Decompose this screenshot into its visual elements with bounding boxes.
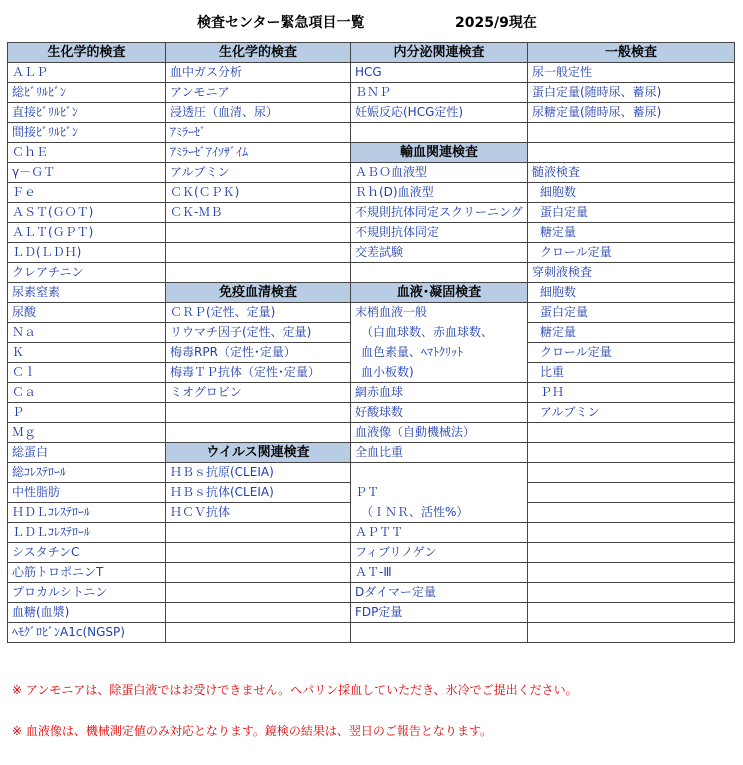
table-row	[8, 283, 735, 303]
endocrine-item: （白血球数、赤血球数、	[351, 323, 528, 343]
table-row	[8, 403, 735, 423]
section-header: ウイルス関連検査	[166, 443, 351, 463]
empty-cell	[166, 623, 351, 643]
as-of-date: 2025/9現在	[455, 15, 537, 31]
table-row	[8, 483, 735, 503]
endocrine-item: ＡＰＴＴ	[351, 523, 528, 543]
biochem-1-item: 総蛋白	[8, 443, 166, 463]
empty-cell	[528, 423, 735, 443]
general-item: 糖定量	[528, 223, 735, 243]
table-row	[8, 583, 735, 603]
biochem-2-item: ＨＣＶ抗体	[166, 503, 351, 523]
section-header: 一般検査	[528, 43, 735, 63]
general-item: 蛋白定量	[528, 203, 735, 223]
general-item: 尿一般定性	[528, 63, 735, 83]
general-item: 尿糖定量(随時尿、蓄尿)	[528, 103, 735, 123]
biochem-2-item: ＨＢｓ抗原(CLEIA)	[166, 463, 351, 483]
general-item: 比重	[528, 363, 735, 383]
table-row	[8, 343, 735, 363]
empty-cell	[528, 623, 735, 643]
endocrine-item: ＡＢＯ血液型	[351, 163, 528, 183]
biochem-2-item: 浸透圧（血清、尿）	[166, 103, 351, 123]
empty-cell	[528, 463, 735, 483]
endocrine-item: Dダイマー定量	[351, 583, 528, 603]
empty-cell	[528, 563, 735, 583]
empty-cell	[166, 423, 351, 443]
section-header: 生化学的検査	[166, 43, 351, 63]
table-row	[8, 523, 735, 543]
section-header: 内分泌関連検査	[351, 43, 528, 63]
empty-cell	[351, 623, 528, 643]
empty-cell	[166, 523, 351, 543]
table-row	[8, 103, 735, 123]
biochem-1-item: ＡＬＰ	[8, 63, 166, 83]
general-item: クロール定量	[528, 343, 735, 363]
endocrine-item: 不規則抗体同定スクリーニング	[351, 203, 528, 223]
biochem-2-item: ｱﾐﾗｰｾﾞｱｲｿｻﾞｲﾑ	[166, 143, 351, 163]
biochem-1-item: Ｍｇ	[8, 423, 166, 443]
biochem-1-item: 血糖(血漿)	[8, 603, 166, 623]
note-blood-smear: ※ 血液像は、機械測定値のみ対応となります。鏡検の結果は、翌日のご報告となります。	[12, 724, 492, 738]
section-header: 生化学的検査	[8, 43, 166, 63]
endocrine-item: 好酸球数	[351, 403, 528, 423]
empty-cell	[528, 443, 735, 463]
biochem-1-item: Ｃｌ	[8, 363, 166, 383]
endocrine-item: HCG	[351, 63, 528, 83]
biochem-1-item: 心筋トロポニンT	[8, 563, 166, 583]
empty-cell	[166, 583, 351, 603]
biochem-1-item: 尿酸	[8, 303, 166, 323]
endocrine-item: （ＩＮＲ、活性%）	[351, 503, 528, 523]
endocrine-item: 交差試験	[351, 243, 528, 263]
biochem-2-item: 血中ガス分析	[166, 63, 351, 83]
biochem-2-item: ｱﾐﾗｰｾﾞ	[166, 123, 351, 143]
endocrine-item: 不規則抗体同定	[351, 223, 528, 243]
biochem-1-item: プロカルシトニン	[8, 583, 166, 603]
empty-cell	[528, 523, 735, 543]
emergency-test-table	[7, 42, 735, 643]
table-row	[8, 323, 735, 343]
general-item: 蛋白定量	[528, 303, 735, 323]
biochem-1-item: Ｃａ	[8, 383, 166, 403]
table-row	[8, 383, 735, 403]
table-row	[8, 503, 735, 523]
table-row	[8, 43, 735, 63]
general-item: 糖定量	[528, 323, 735, 343]
biochem-2-item: アルブミン	[166, 163, 351, 183]
page-title: 検査センター緊急項目一覧	[197, 15, 365, 31]
biochem-1-item: ＡＳＴ(ＧＯＴ)	[8, 203, 166, 223]
biochem-1-item: ＣｈＥ	[8, 143, 166, 163]
table-row	[8, 143, 735, 163]
endocrine-item: ＢＮＰ	[351, 83, 528, 103]
endocrine-item: 血小板数)	[351, 363, 528, 383]
general-item	[528, 143, 735, 163]
endocrine-item: ＡＴ-Ⅲ	[351, 563, 528, 583]
empty-cell	[166, 543, 351, 563]
empty-cell	[528, 583, 735, 603]
table-row	[8, 623, 735, 643]
biochem-2-item: ＨＢｓ抗体(CLEIA)	[166, 483, 351, 503]
biochem-1-item: 尿素窒素	[8, 283, 166, 303]
biochem-1-item: ＬＤ(ＬＤＨ)	[8, 243, 166, 263]
biochem-1-item: Ｎａ	[8, 323, 166, 343]
table-row	[8, 263, 735, 283]
endocrine-item: 末梢血液一般	[351, 303, 528, 323]
biochem-2-item: リウマチ因子(定性、定量)	[166, 323, 351, 343]
table-row	[8, 603, 735, 623]
general-item: クロール定量	[528, 243, 735, 263]
biochem-1-item: ﾍﾓｸﾞﾛﾋﾞﾝA1c(NGSP)	[8, 623, 166, 643]
biochem-2-item: ＣＫ(ＣＰＫ)	[166, 183, 351, 203]
endocrine-item: FDP定量	[351, 603, 528, 623]
table-row	[8, 243, 735, 263]
empty-cell	[166, 603, 351, 623]
biochem-1-item: クレアチニン	[8, 263, 166, 283]
table-row	[8, 83, 735, 103]
biochem-1-item: ＬＤＬｺﾚｽﾃﾛｰﾙ	[8, 523, 166, 543]
biochem-1-item: ＡＬＴ(ＧＰＴ)	[8, 223, 166, 243]
empty-cell	[166, 563, 351, 583]
biochem-1-item: Ｐ	[8, 403, 166, 423]
biochem-2-item: ＣＲＰ(定性、定量)	[166, 303, 351, 323]
general-item: 細胞数	[528, 283, 735, 303]
empty-cell	[528, 483, 735, 503]
empty-cell	[528, 603, 735, 623]
empty-cell	[528, 543, 735, 563]
general-item: 穿刺液検査	[528, 263, 735, 283]
biochem-1-item: Ｋ	[8, 343, 166, 363]
endocrine-item: 妊娠反応(HCG定性)	[351, 103, 528, 123]
endocrine-item: フィブリノゲン	[351, 543, 528, 563]
biochem-1-item: 直接ﾋﾞﾘﾙﾋﾞﾝ	[8, 103, 166, 123]
table-row	[8, 543, 735, 563]
biochem-1-item: 総ｺﾚｽﾃﾛｰﾙ	[8, 463, 166, 483]
table-row	[8, 423, 735, 443]
table-row	[8, 63, 735, 83]
empty-cell	[351, 123, 528, 143]
endocrine-item: 血液像（自動機械法）	[351, 423, 528, 443]
general-item: 蛋白定量(随時尿、蓄尿)	[528, 83, 735, 103]
biochem-1-item: 間接ﾋﾞﾘﾙﾋﾞﾝ	[8, 123, 166, 143]
table-row	[8, 463, 735, 483]
table-row	[8, 563, 735, 583]
general-item: 髄液検査	[528, 163, 735, 183]
biochem-1-item: ＨＤＬｺﾚｽﾃﾛｰﾙ	[8, 503, 166, 523]
biochem-2-item: 梅毒ＴＰ抗体（定性･定量）	[166, 363, 351, 383]
biochem-1-item: 中性脂肪	[8, 483, 166, 503]
biochem-1-item: Ｆｅ	[8, 183, 166, 203]
section-header: 輸血関連検査	[351, 143, 528, 163]
empty-cell	[351, 263, 528, 283]
biochem-2-item: 梅毒RPR（定性･定量）	[166, 343, 351, 363]
table-row	[8, 203, 735, 223]
table-row	[8, 443, 735, 463]
general-item: ＰＨ	[528, 383, 735, 403]
table-row	[8, 123, 735, 143]
general-item: 細胞数	[528, 183, 735, 203]
endocrine-item	[351, 463, 528, 483]
endocrine-item: 網赤血球	[351, 383, 528, 403]
endocrine-item: Ｒｈ(D)血液型	[351, 183, 528, 203]
table-row	[8, 223, 735, 243]
table-row	[8, 363, 735, 383]
endocrine-item: 血色素量、ﾍﾏﾄｸﾘｯﾄ	[351, 343, 528, 363]
endocrine-item: 全血比重	[351, 443, 528, 463]
general-item: アルブミン	[528, 403, 735, 423]
empty-cell	[166, 243, 351, 263]
general-item	[528, 123, 735, 143]
section-header: 免疫血清検査	[166, 283, 351, 303]
empty-cell	[166, 263, 351, 283]
empty-cell	[528, 503, 735, 523]
endocrine-item: ＰＴ	[351, 483, 528, 503]
table-row	[8, 303, 735, 323]
empty-cell	[166, 403, 351, 423]
table-row	[8, 183, 735, 203]
biochem-2-item: ＣＫ-ＭＢ	[166, 203, 351, 223]
table-row	[8, 163, 735, 183]
note-ammonia: ※ アンモニアは、除蛋白液ではお受けできません。ヘパリン採血していただき、氷冷でご提出ください。	[12, 683, 578, 697]
empty-cell	[166, 223, 351, 243]
biochem-1-item: γ－ＧＴ	[8, 163, 166, 183]
biochem-2-item: アンモニア	[166, 83, 351, 103]
biochem-1-item: シスタチンC	[8, 543, 166, 563]
biochem-2-item: ミオグロビン	[166, 383, 351, 403]
biochem-1-item: 総ﾋﾞﾘﾙﾋﾞﾝ	[8, 83, 166, 103]
section-header: 血液･凝固検査	[351, 283, 528, 303]
